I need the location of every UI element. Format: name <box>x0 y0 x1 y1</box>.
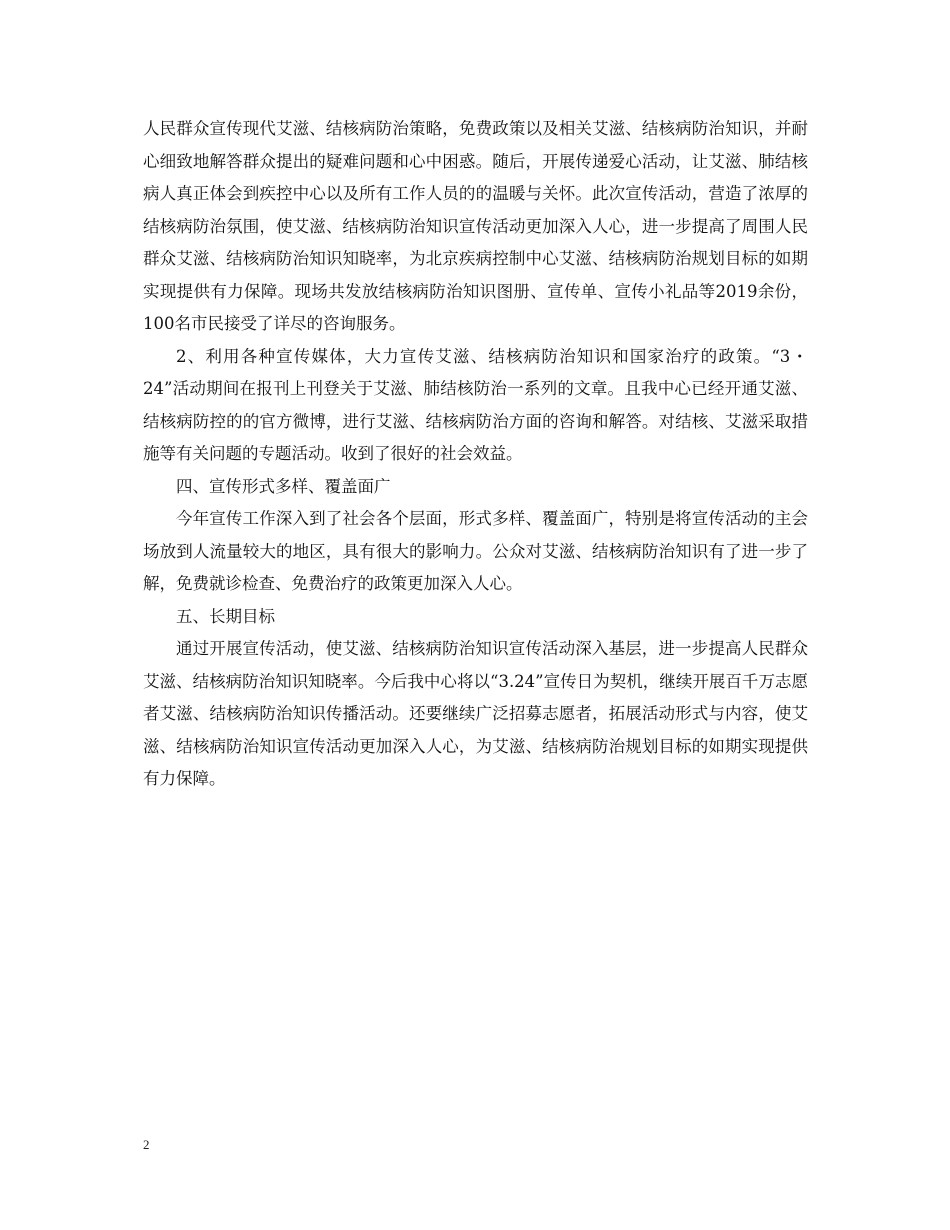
document-body <box>143 113 808 796</box>
paragraph-continuation: 人民群众宣传现代艾滋、结核病防治策略，免费政策以及相关艾滋、结核病防治知识，并耐心细致地解答群众提出的疑难问题和心中困惑。随后，开展传递爱心活动，让艾滋、肺结核病人真正体会到疾控中心以及所有工作人员的的温暖与关怀。此次宣传活动，营造了浓厚的结核病防治氛围，使艾滋、结核病防治知识宣传活动更加深入人心，进一步提高了周围人民群众艾滋、结核病防治知识知晓率，为北京疾病控制中心艾滋、结核病防治规划目标的如期实现提供有力保障。现场共发放结核病防治知识图册、宣传单、宣传小礼品等2019余份，100名市民接受了详尽的咨询服务。 <box>143 119 808 333</box>
paragraph-long-term-goals: 通过开展宣传活动，使艾滋、结核病防治知识宣传活动深入基层，进一步提高人民群众艾滋、结核病防治知识知晓率。今后我中心将以“3.24”宣传日为契机，继续开展百千万志愿者艾滋、结核病防治知识传播活动。还要继续广泛招募志愿者，拓展活动形式与内容，使艾滋、结核病防治知识宣传活动更加深入人心，为艾滋、结核病防治规划目标的如期实现提供有力保障。 <box>143 639 808 788</box>
section-heading-five: 五、长期目标 <box>176 606 275 626</box>
section-heading-four: 四、宣传形式多样、覆盖面广 <box>176 476 391 496</box>
page-number: 2 <box>143 1137 150 1152</box>
paragraph-diverse-forms: 今年宣传工作深入到了社会各个层面，形式多样、覆盖面广，特别是将宣传活动的主会场放到人流量较大的地区，具有很大的影响力。公众对艾滋、结核病防治知识有了进一步了解，免费就诊检查、免费治疗的政策更加深入人心。 <box>143 509 808 593</box>
paragraph-media-publicity: 2、利用各种宣传媒体，大力宣传艾滋、结核病防治知识和国家治疗的政策。“3・24”活动期间在报刊上刊登关于艾滋、肺结核防治一系列的文章。且我中心已经开通艾滋、结核病防控的的官方微博，进行艾滋、结核病防治方面的咨询和解答。对结核、艾滋采取措施等有关问题的专题活动。收到了很好的社会效益。 <box>143 346 808 463</box>
